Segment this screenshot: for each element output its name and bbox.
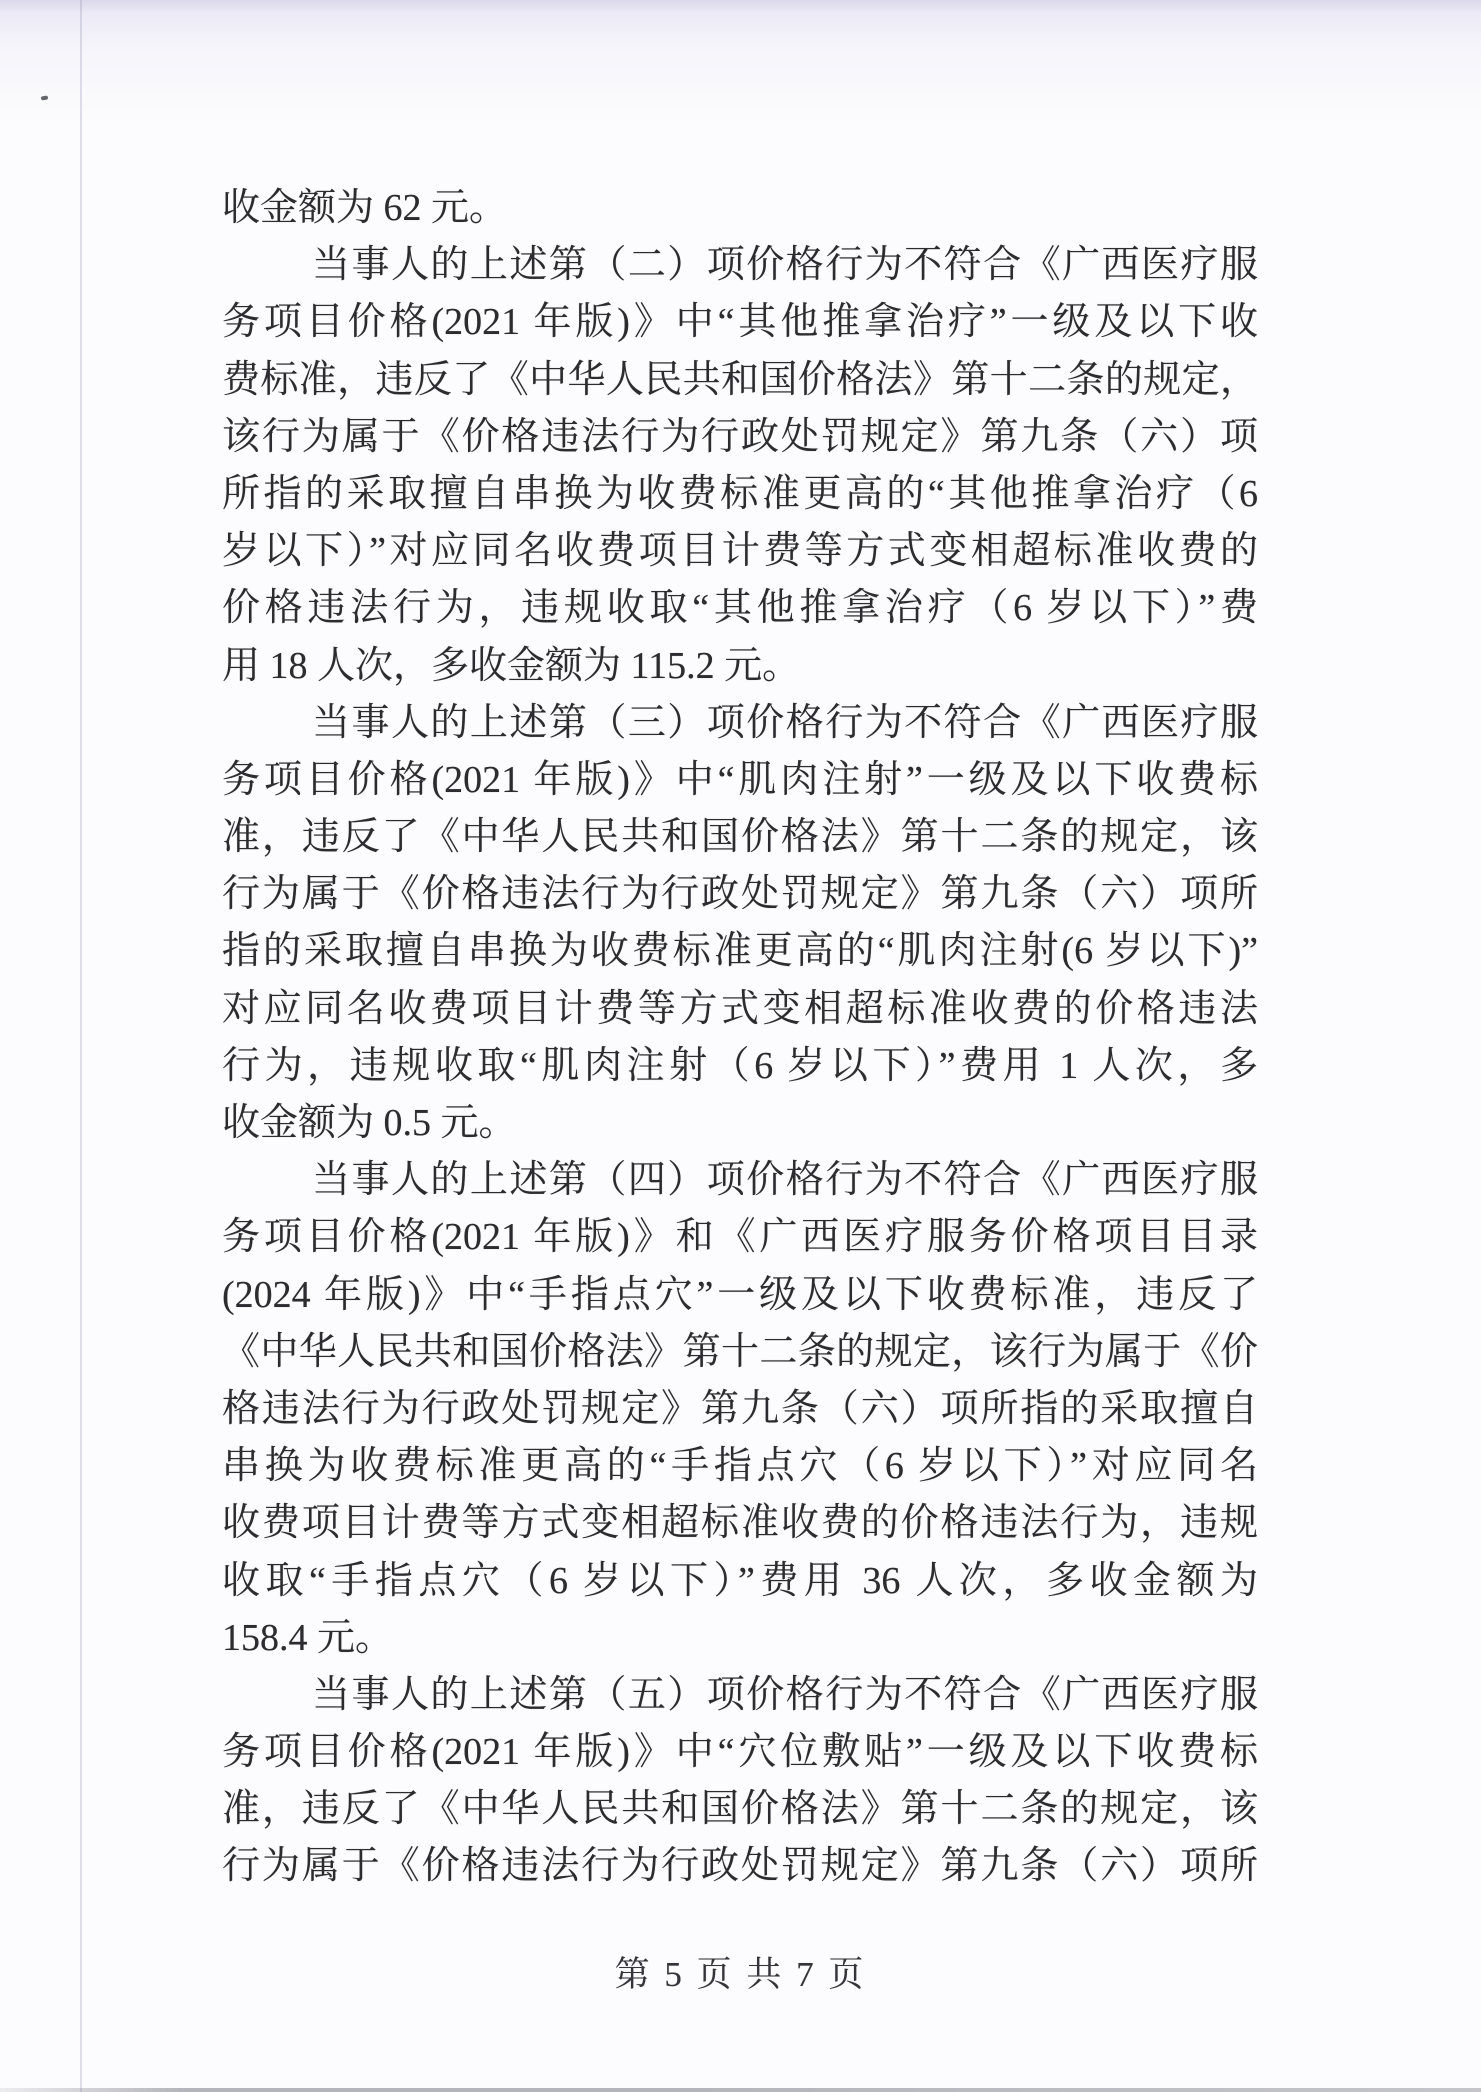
scan-ink-speck (41, 96, 48, 101)
text-line: 当事人的上述第（三）项价格行为不符合《广西医疗服 (312, 701, 1258, 744)
text-line: 《中华人民共和国价格法》第十二条的规定，该行为属于《价 (222, 1330, 1258, 1373)
text-line: 费标准，违反了《中华人民共和国价格法》第十二条的规定， (222, 358, 1258, 401)
scan-fold-line (80, 0, 82, 2092)
text-line: 准，违反了《中华人民共和国价格法》第十二条的规定，该 (222, 816, 1258, 859)
text-line: 158.4 元。 (222, 1616, 394, 1659)
text-line: 当事人的上述第（四）项价格行为不符合《广西医疗服 (312, 1159, 1258, 1202)
text-line: 所指的采取擅自串换为收费标准更高的“其他推拿治疗（6 (222, 472, 1258, 515)
scan-bottom-edge-line (0, 2088, 1481, 2092)
text-line: 当事人的上述第（五）项价格行为不符合《广西医疗服 (312, 1673, 1258, 1716)
text-line: 收金额为 0.5 元。 (222, 1102, 517, 1144)
text-line: 务项目价格(2021 年版)》中“其他推拿治疗”一级及以下收 (222, 301, 1258, 344)
text-line: 指的采取擅自串换为收费标准更高的“肌肉注射(6 岁以下)” (222, 930, 1258, 973)
text-line: 该行为属于《价格违法行为行政处罚规定》第九条（六）项 (222, 415, 1258, 458)
text-line: 收取“手指点穴（6 岁以下）”费用 36 人次，多收金额为 (222, 1559, 1258, 1602)
text-line: 当事人的上述第（二）项价格行为不符合《广西医疗服 (312, 244, 1258, 287)
text-line: 用 18 人次，多收金额为 115.2 元。 (222, 644, 801, 687)
text-line: 务项目价格(2021 年版)》中“肌肉注射”一级及以下收费标 (222, 758, 1258, 801)
text-line: 行为属于《价格违法行为行政处罚规定》第九条（六）项所 (222, 873, 1258, 916)
text-line: 岁以下）”对应同名收费项目计费等方式变相超标准收费的 (222, 530, 1258, 573)
page-number-footer: 第 5 页 共 7 页 (614, 1955, 867, 1994)
text-line: 格违法行为行政处罚规定》第九条（六）项所指的采取擅自 (222, 1387, 1258, 1430)
text-line: 价格违法行为，违规收取“其他推拿治疗（6 岁以下）”费 (222, 587, 1258, 630)
text-line: 务项目价格(2021 年版)》中“穴位敷贴”一级及以下收费标 (222, 1731, 1258, 1774)
text-line: 收金额为 62 元。 (222, 187, 508, 229)
scan-top-tint-band (0, 0, 1481, 130)
text-line: 对应同名收费项目计费等方式变相超标准收费的价格违法 (222, 987, 1258, 1030)
text-line: 串换为收费标准更高的“手指点穴（6 岁以下）”对应同名 (222, 1445, 1258, 1488)
text-line: 行为属于《价格违法行为行政处罚规定》第九条（六）项所 (222, 1845, 1258, 1888)
text-line: 准，违反了《中华人民共和国价格法》第十二条的规定，该 (222, 1788, 1258, 1831)
text-line: 务项目价格(2021 年版)》和《广西医疗服务价格项目目录 (222, 1216, 1258, 1259)
text-line: (2024 年版)》中“手指点穴”一级及以下收费标准，违反了 (222, 1273, 1258, 1316)
text-line: 行为，违规收取“肌肉注射（6 岁以下）”费用 1 人次，多 (222, 1044, 1258, 1087)
document-body (222, 180, 1258, 1896)
text-line: 收费项目计费等方式变相超标准收费的价格违法行为，违规 (222, 1502, 1258, 1545)
